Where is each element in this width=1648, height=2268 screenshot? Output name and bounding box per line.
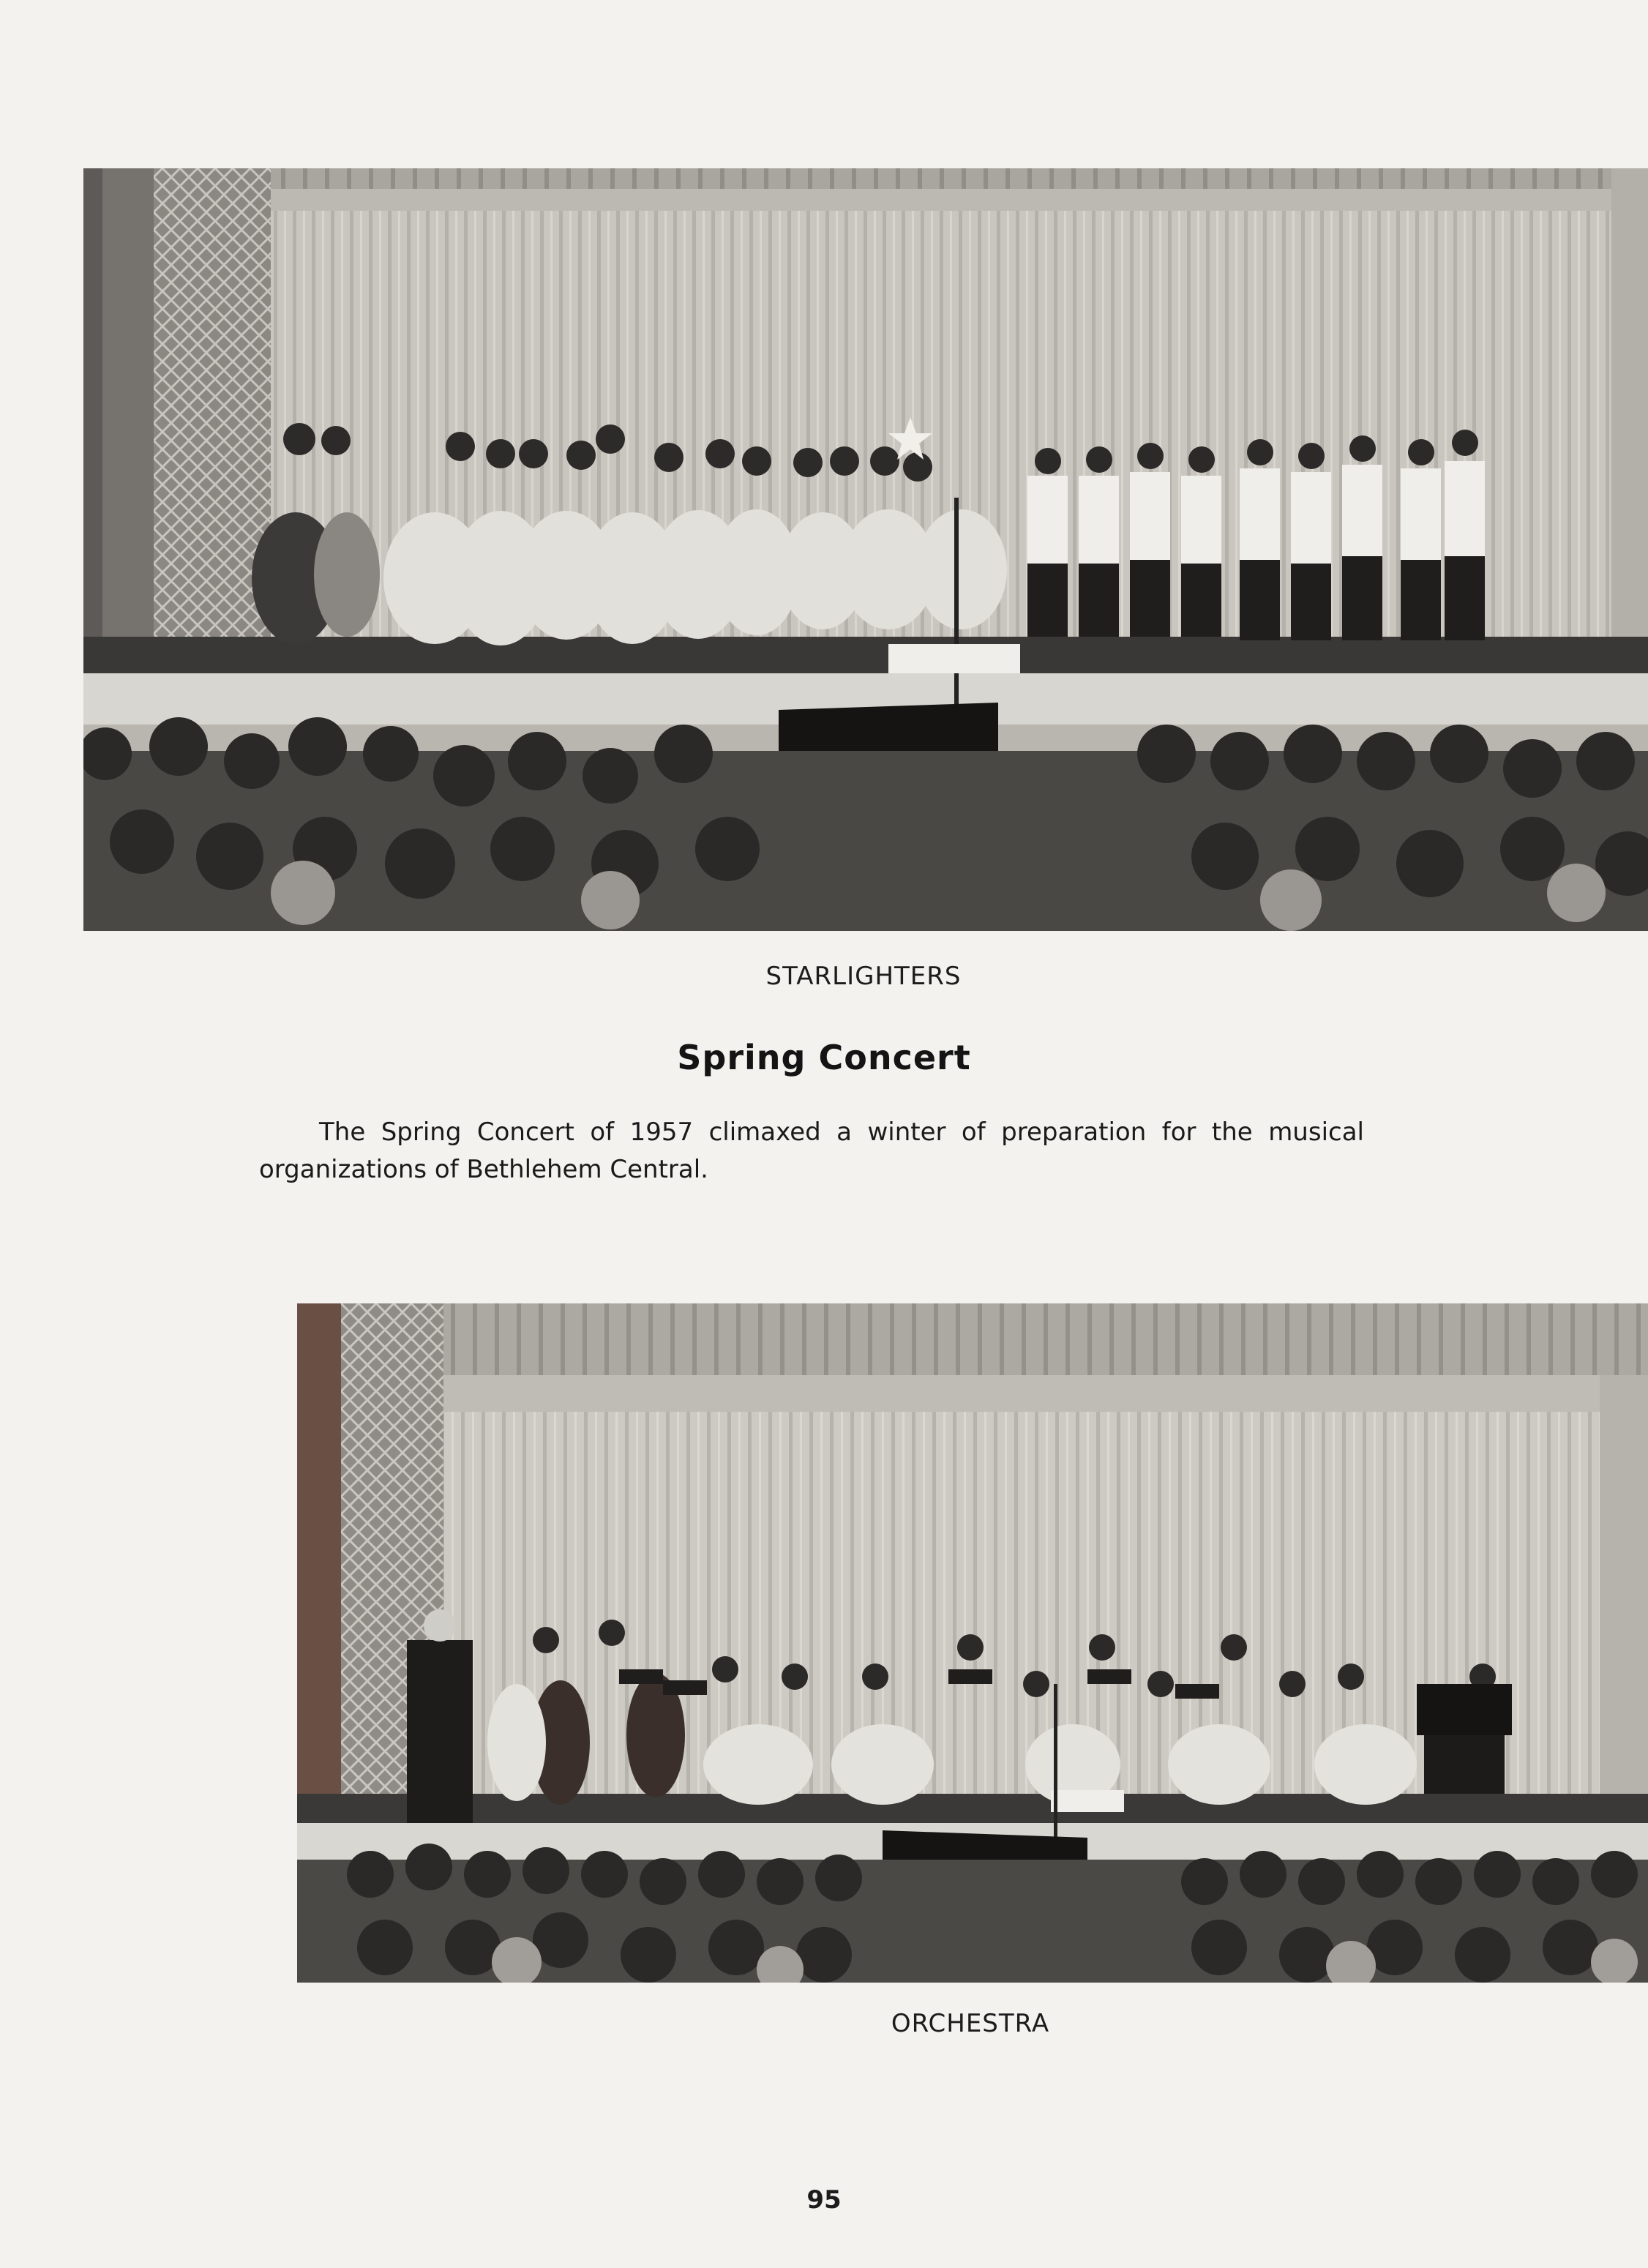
starlighters-photo-graphic xyxy=(83,168,1648,931)
starlighters-photo xyxy=(83,168,1648,931)
orchestra-photo-graphic xyxy=(297,1303,1648,1983)
starlighters-caption: STARLIGHTERS xyxy=(765,962,962,991)
page-heading: Spring Concert xyxy=(677,1038,971,1077)
page-number: 95 xyxy=(806,2185,842,2215)
article-body: The Spring Concert of 1957 climaxed a winter of preparation for the musical organizations of Bethlehem Central. xyxy=(259,1118,1364,1184)
orchestra-caption: ORCHESTRA xyxy=(891,2009,1050,2038)
orchestra-photo xyxy=(297,1303,1648,1983)
